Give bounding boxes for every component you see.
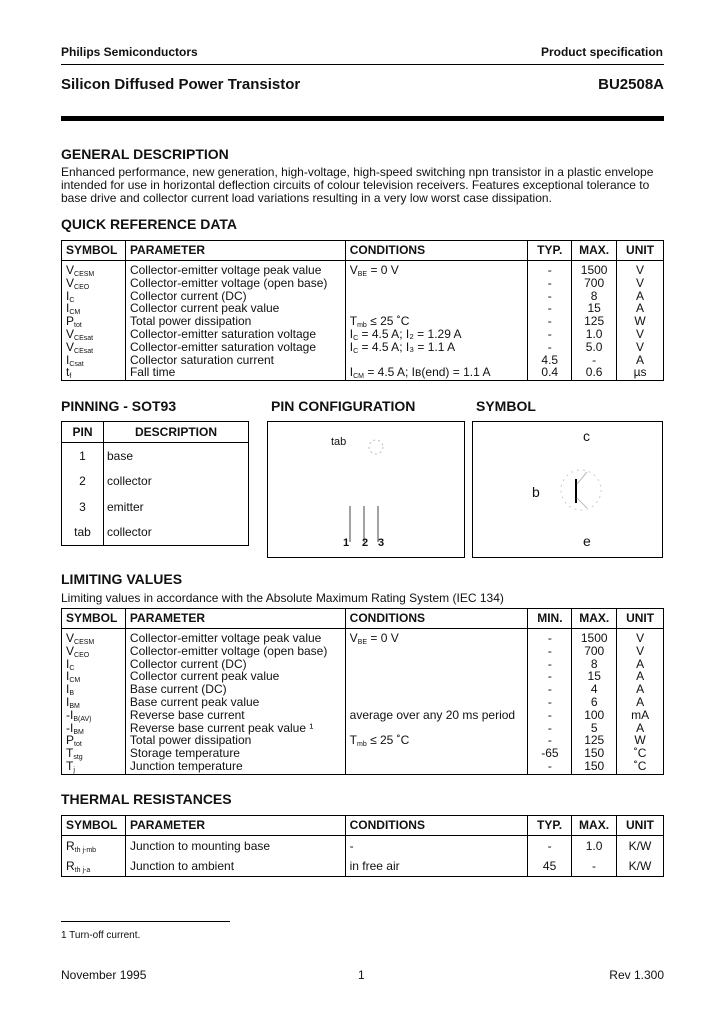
parameter-cell: Reverse base current	[125, 709, 345, 722]
col-header-parameter: PARAMETER	[125, 241, 345, 261]
limiting-values-table	[61, 608, 664, 775]
parameter-cell: Collector-emitter saturation voltage	[125, 341, 345, 354]
symbol-subscript: CEsat	[74, 347, 94, 355]
header-rule	[61, 64, 664, 65]
parameter-cell: Collector current (DC)	[125, 290, 345, 303]
symbol-base: P	[66, 314, 75, 329]
footnote-rule	[61, 921, 230, 922]
typ-cell: -	[528, 836, 572, 857]
symbol-subscript: C	[69, 296, 75, 304]
col-header-max: MAX.	[572, 241, 617, 261]
pin-configuration-heading: PIN CONFIGURATION	[271, 398, 416, 414]
symbol-subscript: CM	[69, 309, 81, 317]
conditions-cell	[345, 261, 528, 277]
symbol-base: I	[66, 669, 70, 684]
min-cell: -65	[528, 747, 572, 760]
conditions-cell: in free air	[345, 856, 528, 877]
symbol-subscript: CM	[353, 373, 364, 381]
symbol-base: P	[66, 733, 75, 748]
conditions-text: = 4.5 A; Iʙ(end) = 1.1 A	[363, 365, 491, 380]
symbol-subscript: C	[69, 664, 75, 672]
company-name: Philips Semiconductors	[61, 45, 198, 59]
col-header-parameter: PARAMETER	[125, 816, 345, 836]
parameter-cell: Collector-emitter voltage (open base)	[125, 277, 345, 290]
tab-label: tab	[331, 436, 347, 448]
max-cell: -	[572, 354, 617, 367]
conditions-cell	[345, 645, 528, 658]
conditions-text: = 4.5 A; I₂ = 1.29 A	[358, 326, 462, 341]
min-cell: -	[528, 683, 572, 696]
symbol-base: I	[349, 326, 354, 341]
min-cell: -	[528, 670, 572, 683]
parameter-cell: Collector-emitter saturation voltage	[125, 328, 345, 341]
typ-cell: -	[528, 302, 572, 315]
parameter-cell: Storage temperature	[125, 747, 345, 760]
conditions-cell	[345, 696, 528, 709]
table-row	[62, 709, 664, 722]
min-cell: -	[528, 760, 572, 774]
unit-cell: A	[617, 722, 664, 735]
collector-lead	[577, 472, 587, 484]
parameter-cell: Base current peak value	[125, 696, 345, 709]
unit-cell: ˚C	[617, 760, 664, 774]
symbol-base-label: b	[532, 484, 540, 500]
description-line: base drive and collector current load variations resulting in a very low worst case dissipation.	[61, 191, 552, 205]
pinning-table	[61, 421, 249, 546]
symbol-subscript: BM	[69, 702, 80, 710]
symbol-base: I	[66, 301, 70, 316]
col-header-conditions: CONDITIONS	[345, 241, 528, 261]
conditions-cell	[345, 341, 528, 354]
unit-cell: V	[617, 341, 664, 354]
symbol-subscript: tot	[74, 322, 82, 330]
typ-cell: -	[528, 290, 572, 303]
symbol-subscript: Csat	[69, 360, 84, 368]
col-header-unit: UNIT	[617, 609, 664, 629]
col-header-typ: TYP.	[528, 816, 572, 836]
limiting-values-heading: LIMITING VALUES	[61, 571, 183, 587]
symbol-subscript: f	[69, 373, 72, 381]
symbol-subscript: th j-a	[74, 867, 91, 874]
symbol-subscript: CESM	[74, 271, 95, 278]
symbol-cell	[62, 366, 126, 380]
symbol-base: I	[349, 339, 354, 354]
unit-cell: A	[617, 670, 664, 683]
limiting-values-intro: Limiting values in accordance with the Absolute Maximum Rating System (IEC 134)	[61, 591, 504, 605]
max-cell: 150	[572, 760, 617, 774]
min-cell: -	[528, 734, 572, 747]
unit-cell: K/W	[617, 856, 664, 877]
symbol-base: T	[349, 733, 357, 748]
conditions-cell	[345, 277, 528, 290]
document-type: Product specification	[540, 45, 663, 59]
symbol-base: T	[66, 746, 74, 761]
max-cell: 1500	[572, 261, 617, 277]
min-cell: -	[528, 629, 572, 645]
parameter-cell: Collector current peak value	[125, 670, 345, 683]
table-row	[62, 645, 664, 658]
conditions-cell	[345, 734, 528, 747]
symbol-cell	[62, 856, 126, 877]
quick-reference-table	[61, 240, 664, 381]
conditions-cell	[345, 760, 528, 774]
symbol-base: t	[66, 365, 70, 380]
col-header-max: MAX.	[572, 609, 617, 629]
max-cell: 4	[572, 683, 617, 696]
unit-cell: A	[617, 683, 664, 696]
symbol-subscript: tot	[74, 741, 82, 749]
symbol-emitter-label: e	[583, 533, 591, 549]
page-number: 1	[358, 968, 365, 982]
symbol-cell	[62, 670, 126, 683]
symbol-base: V	[66, 326, 75, 341]
symbol-base: I	[349, 365, 354, 380]
conditions-text: = 4.5 A; I₃ = 1.1 A	[358, 339, 456, 354]
max-cell: 5.0	[572, 341, 617, 354]
pin-label-2: 2	[362, 537, 369, 549]
pin-number: 1	[62, 443, 104, 469]
unit-cell: µs	[617, 366, 664, 380]
symbol-cell	[62, 341, 126, 354]
parameter-cell: Fall time	[125, 366, 345, 380]
col-header-unit: UNIT	[617, 241, 664, 261]
unit-cell: V	[617, 261, 664, 277]
symbol-cell	[62, 354, 126, 367]
symbol-base: V	[66, 263, 75, 277]
transistor-envelope	[561, 470, 601, 510]
symbol-collector-label: c	[583, 428, 590, 444]
symbol-cell	[62, 836, 126, 857]
symbol-subscript: CEO	[74, 283, 90, 291]
col-header-max: MAX.	[572, 816, 617, 836]
table-row	[62, 696, 664, 709]
typ-cell: -	[528, 328, 572, 341]
col-header-parameter: PARAMETER	[125, 609, 345, 629]
conditions-cell	[345, 747, 528, 760]
conditions-cell	[345, 658, 528, 671]
table-row	[62, 760, 664, 774]
parameter-cell: Collector saturation current	[125, 354, 345, 367]
symbol-base: I	[66, 694, 70, 709]
pin-number: tab	[62, 520, 104, 546]
parameter-cell: Base current (DC)	[125, 683, 345, 696]
document-title: Silicon Diffused Power Transistor	[61, 76, 301, 93]
pin-configuration-box	[267, 421, 465, 558]
parameter-cell: Collector-emitter voltage peak value	[125, 261, 345, 277]
symbol-base: T	[66, 758, 74, 773]
symbol-cell	[62, 760, 126, 774]
unit-cell: A	[617, 354, 664, 367]
symbol-cell	[62, 261, 126, 277]
symbol-cell	[62, 277, 126, 290]
typ-cell: -	[528, 277, 572, 290]
max-cell: 8	[572, 290, 617, 303]
symbol-cell	[62, 290, 126, 303]
parameter-cell: Junction temperature	[125, 760, 345, 774]
max-cell: 1.0	[572, 328, 617, 341]
col-header-symbol: SYMBOL	[62, 816, 126, 836]
min-cell: -	[528, 658, 572, 671]
mounting-hole	[369, 440, 383, 454]
description-line: intended for use in horizontal deflection circuits of colour television receivers. Features exceptional tolerance to	[61, 178, 650, 192]
unit-cell: ˚C	[617, 747, 664, 760]
col-header-conditions: CONDITIONS	[345, 816, 528, 836]
pin-description: base	[104, 443, 249, 469]
symbol-subscript: C	[353, 334, 359, 342]
symbol-cell	[62, 629, 126, 645]
typ-cell: -	[528, 341, 572, 354]
conditions-cell	[345, 290, 528, 303]
parameter-cell: Reverse base current peak value ¹	[125, 722, 345, 735]
symbol-box	[472, 421, 663, 558]
symbol-subscript: B	[69, 690, 75, 698]
table-row	[62, 261, 664, 277]
col-header-description: DESCRIPTION	[104, 422, 249, 443]
typ-cell: 4.5	[528, 354, 572, 367]
general-description-heading: GENERAL DESCRIPTION	[61, 146, 229, 162]
footnote: 1 Turn-off current.	[61, 930, 141, 941]
conditions-cell	[345, 683, 528, 696]
thermal-resistances-heading: THERMAL RESISTANCES	[61, 791, 232, 807]
symbol-subscript: CM	[69, 677, 81, 685]
symbol-base: R	[66, 859, 75, 873]
parameter-cell: Collector-emitter voltage (open base)	[125, 645, 345, 658]
symbol-base: V	[349, 631, 358, 645]
parameter-cell: Total power dissipation	[125, 734, 345, 747]
unit-cell: V	[617, 277, 664, 290]
max-cell: 125	[572, 315, 617, 328]
symbol-subscript: th j-mb	[74, 847, 97, 854]
table-row	[62, 629, 664, 645]
footer-date: November 1995	[61, 968, 147, 982]
title-rule	[61, 116, 664, 121]
table-row	[62, 277, 664, 290]
max-cell: 6	[572, 696, 617, 709]
symbol-subscript: C	[353, 347, 359, 355]
parameter-cell: Total power dissipation	[125, 315, 345, 328]
part-number: BU2508A	[598, 76, 664, 93]
conditions-cell	[345, 670, 528, 683]
unit-cell: A	[617, 696, 664, 709]
symbol-base: I	[66, 656, 70, 671]
transistor-symbol	[473, 422, 662, 557]
unit-cell: A	[617, 302, 664, 315]
conditions-text: = 0 V	[367, 263, 399, 277]
max-cell: 15	[572, 302, 617, 315]
thermal-resistances-table	[61, 815, 664, 877]
table-row	[62, 856, 664, 877]
max-cell: 1.0	[572, 836, 617, 857]
typ-cell: -	[528, 315, 572, 328]
min-cell: -	[528, 645, 572, 658]
max-cell: 0.6	[572, 366, 617, 380]
max-cell: -	[572, 856, 617, 877]
unit-cell: W	[617, 315, 664, 328]
parameter-cell: Junction to ambient	[125, 856, 345, 877]
max-cell: 100	[572, 709, 617, 722]
symbol-base: I	[66, 682, 70, 697]
conditions-cell	[345, 366, 528, 380]
symbol-cell	[62, 645, 126, 658]
min-cell: -	[528, 722, 572, 735]
symbol-subscript: CEO	[74, 651, 90, 659]
symbol-base: -I	[66, 707, 74, 722]
col-header-symbol: SYMBOL	[62, 609, 126, 629]
conditions-text: ≤ 25 ˚C	[366, 314, 410, 329]
symbol-subscript: B(AV)	[73, 715, 92, 723]
max-cell: 15	[572, 670, 617, 683]
emitter-lead	[577, 498, 587, 508]
pin-label-3: 3	[378, 537, 385, 549]
min-cell: -	[528, 696, 572, 709]
symbol-base: I	[66, 288, 70, 303]
unit-cell: W	[617, 734, 664, 747]
symbol-base: V	[66, 275, 75, 290]
unit-cell: mA	[617, 709, 664, 722]
pin-number: 2	[62, 469, 104, 495]
symbol-base: V	[66, 339, 75, 354]
symbol-subscript: stg	[73, 754, 83, 762]
unit-cell: V	[617, 629, 664, 645]
max-cell: 125	[572, 734, 617, 747]
min-cell: -	[528, 709, 572, 722]
col-header-symbol: SYMBOL	[62, 241, 126, 261]
pin-description: collector	[104, 469, 249, 495]
symbol-subscript: CEsat	[74, 334, 94, 342]
col-header-unit: UNIT	[617, 816, 664, 836]
symbol-cell	[62, 658, 126, 671]
max-cell: 700	[572, 645, 617, 658]
symbol-subscript: BE	[357, 271, 368, 278]
general-description-text	[61, 166, 661, 205]
col-header-min: MIN.	[528, 609, 572, 629]
pin-label-1: 1	[343, 537, 350, 549]
conditions-cell	[345, 629, 528, 645]
description-line: Enhanced performance, new generation, high-voltage, high-speed switching npn transistor in a plastic envelope	[61, 165, 654, 179]
col-header-typ: TYP.	[528, 241, 572, 261]
col-header-conditions: CONDITIONS	[345, 609, 528, 629]
max-cell: 8	[572, 658, 617, 671]
pin-description: collector	[104, 520, 249, 546]
col-header-pin: PIN	[62, 422, 104, 443]
max-cell: 700	[572, 277, 617, 290]
unit-cell: A	[617, 658, 664, 671]
unit-cell: V	[617, 328, 664, 341]
symbol-subscript: mb	[357, 322, 367, 330]
pinning-heading: PINNING - SOT93	[61, 398, 177, 414]
parameter-cell: Junction to mounting base	[125, 836, 345, 857]
quick-reference-heading: QUICK REFERENCE DATA	[61, 216, 238, 232]
symbol-subscript: BM	[73, 728, 84, 736]
parameter-cell: Collector current (DC)	[125, 658, 345, 671]
unit-cell: K/W	[617, 836, 664, 857]
max-cell: 1500	[572, 629, 617, 645]
symbol-subscript: mb	[357, 741, 367, 749]
unit-cell: V	[617, 645, 664, 658]
symbol-subscript: j	[73, 766, 75, 774]
symbol-base: V	[349, 263, 358, 277]
max-cell: 5	[572, 722, 617, 735]
symbol-subscript: CESM	[74, 639, 95, 646]
conditions-text: = 0 V	[367, 631, 399, 645]
symbol-cell	[62, 683, 126, 696]
pin-description: emitter	[104, 494, 249, 520]
typ-cell: 45	[528, 856, 572, 877]
conditions-cell: -	[345, 836, 528, 857]
symbol-base: T	[349, 314, 358, 329]
conditions-cell: average over any 20 ms period	[345, 709, 528, 722]
typ-cell: 0.4	[528, 366, 572, 380]
parameter-cell: Collector current peak value	[125, 302, 345, 315]
revision: Rev 1.300	[609, 968, 664, 982]
parameter-cell: Collector-emitter voltage peak value	[125, 629, 345, 645]
unit-cell: A	[617, 290, 664, 303]
symbol-heading: SYMBOL	[476, 398, 536, 414]
table-row	[62, 341, 664, 354]
typ-cell: -	[528, 261, 572, 277]
symbol-base: V	[66, 643, 75, 658]
conditions-text: ≤ 25 ˚C	[366, 733, 410, 748]
table-row	[62, 836, 664, 857]
symbol-base: -I	[66, 720, 74, 735]
max-cell: 150	[572, 747, 617, 760]
pin-number: 3	[62, 494, 104, 520]
symbol-subscript: BE	[357, 639, 368, 646]
table-row	[62, 366, 664, 380]
symbol-base: I	[66, 352, 70, 367]
symbol-base: V	[66, 631, 75, 645]
symbol-base: R	[66, 839, 75, 853]
